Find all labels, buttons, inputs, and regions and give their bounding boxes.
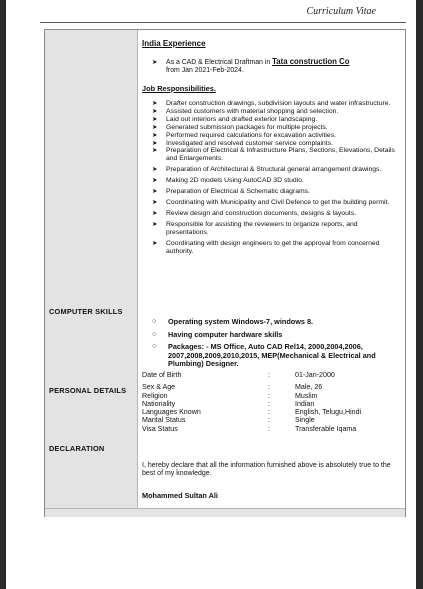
table-row: Religion : Muslim <box>142 391 318 400</box>
table-bottom-band <box>45 508 405 517</box>
list-item: ➤ Coordinating with design engineers to get the approval from concerned authority. <box>152 239 380 255</box>
list-item: ➤ Investigated and resolved customer service complaints. <box>152 139 333 147</box>
list-item: ➤ Performed required calculations for excavation activities. <box>152 131 337 139</box>
responsibilities-list <box>152 100 400 255</box>
list-item: ○ Having computer hardware skills <box>152 329 283 339</box>
document-header-title: Curriculum Vitae <box>306 6 376 17</box>
list-item: ➤ Preparation of Electrical & Schematic diagrams. <box>152 188 310 196</box>
header-rule <box>40 22 406 23</box>
arrow-bullet-icon: ➤ <box>152 209 158 217</box>
list-item: ➤ Drafter construction drawings, subdivision layouts and water infrastructure. <box>152 100 391 107</box>
list-item: ➤ Making 2D models Using AutoCAD 3D studio. <box>152 177 304 185</box>
document-page <box>6 0 416 589</box>
list-item: ○ Packages: - MS Office, Auto CAD Rel14, 2000,2004,2006, 2007,2008,2009,2010,2015, MEP(Mechanical & Electrical and Plumbing) Designer. <box>152 342 376 369</box>
arrow-bullet-icon: ➤ <box>152 177 158 185</box>
signature-name: Mohammed Sultan Ali <box>142 491 218 500</box>
list-item: ➤ Responsible for assisting the reviewers to organize reports, and presentations. <box>152 220 358 236</box>
table-row: Sex & Age : Male, 26 <box>142 383 323 392</box>
table-row: Visa Status : Transferable Iqama <box>142 424 357 433</box>
arrow-bullet-icon: ➤ <box>152 147 158 155</box>
skills-list <box>152 318 400 369</box>
arrow-bullet-icon: ➤ <box>152 59 158 66</box>
list-item: ➤ Laid out interiors and drafted exterior landscaping. <box>152 115 318 123</box>
arrow-bullet-icon: ➤ <box>152 220 158 228</box>
company-name: Tata construction Co <box>272 57 350 66</box>
arrow-bullet-icon: ➤ <box>152 239 158 247</box>
cv-table <box>44 29 406 517</box>
list-item: ➤ Review design and construction documents, designs & layouts. <box>152 209 357 217</box>
list-item: ➤ Preparation of Architectural & Structural general arrangement drawings. <box>152 166 382 174</box>
arrow-bullet-icon: ➤ <box>152 166 158 174</box>
arrow-bullet-icon: ➤ <box>152 107 158 115</box>
arrow-bullet-icon: ➤ <box>152 123 158 131</box>
arrow-bullet-icon: ➤ <box>152 100 158 107</box>
table-row: Date of Birth : 01-Jan-2000 <box>142 371 335 379</box>
table-row: Nationality : Indian <box>142 399 315 408</box>
arrow-bullet-icon: ➤ <box>152 188 158 196</box>
circle-bullet-icon: ○ <box>152 343 157 351</box>
list-item: ➤ Preparation of Electrical & Infrastructure Plans, Sections, Elevations, Details and Enlargements. <box>152 147 395 163</box>
list-item: ○ Operating system Windows-7, windows 8. <box>152 317 314 326</box>
section-label-declaration: DECLARATION <box>49 444 105 453</box>
arrow-bullet-icon: ➤ <box>152 139 158 147</box>
list-item: ➤ Coordinating with Municipality and Civil Defence to get the building permit. <box>152 198 390 206</box>
circle-bullet-icon: ○ <box>152 318 157 325</box>
section-label-computer-skills: COMPUTER SKILLS <box>49 307 123 316</box>
arrow-bullet-icon: ➤ <box>152 198 158 206</box>
responsibilities-heading: Job Responsibilities. <box>142 84 216 93</box>
experience-heading: India Experience <box>142 39 206 48</box>
circle-bullet-icon: ○ <box>152 330 157 338</box>
section-label-personal-details: PERSONAL DETAILS <box>49 386 127 395</box>
table-row: Marital Status : Single <box>142 416 315 425</box>
personal-details-table <box>142 371 400 433</box>
list-item: ➤ Generated submission packages for multiple projects. <box>152 123 328 131</box>
list-item: ➤ Assisted customers with material shopping and selection. <box>152 107 339 115</box>
viewer-right-edge <box>416 0 423 589</box>
table-row: Languages Known : English, Telugu,Hindi <box>142 408 362 417</box>
experience-entry <box>166 58 400 67</box>
declaration-text: I, hereby declare that all the information furnished above is absolutely true to the best of my knowledge. <box>142 462 391 478</box>
arrow-bullet-icon: ➤ <box>152 131 158 139</box>
arrow-bullet-icon: ➤ <box>152 115 158 123</box>
experience-period: from Jan 2021-Feb-2024. <box>166 67 244 74</box>
section-label-column <box>45 30 138 508</box>
role-text: As a CAD & Electrical Draftman in <box>166 59 271 66</box>
